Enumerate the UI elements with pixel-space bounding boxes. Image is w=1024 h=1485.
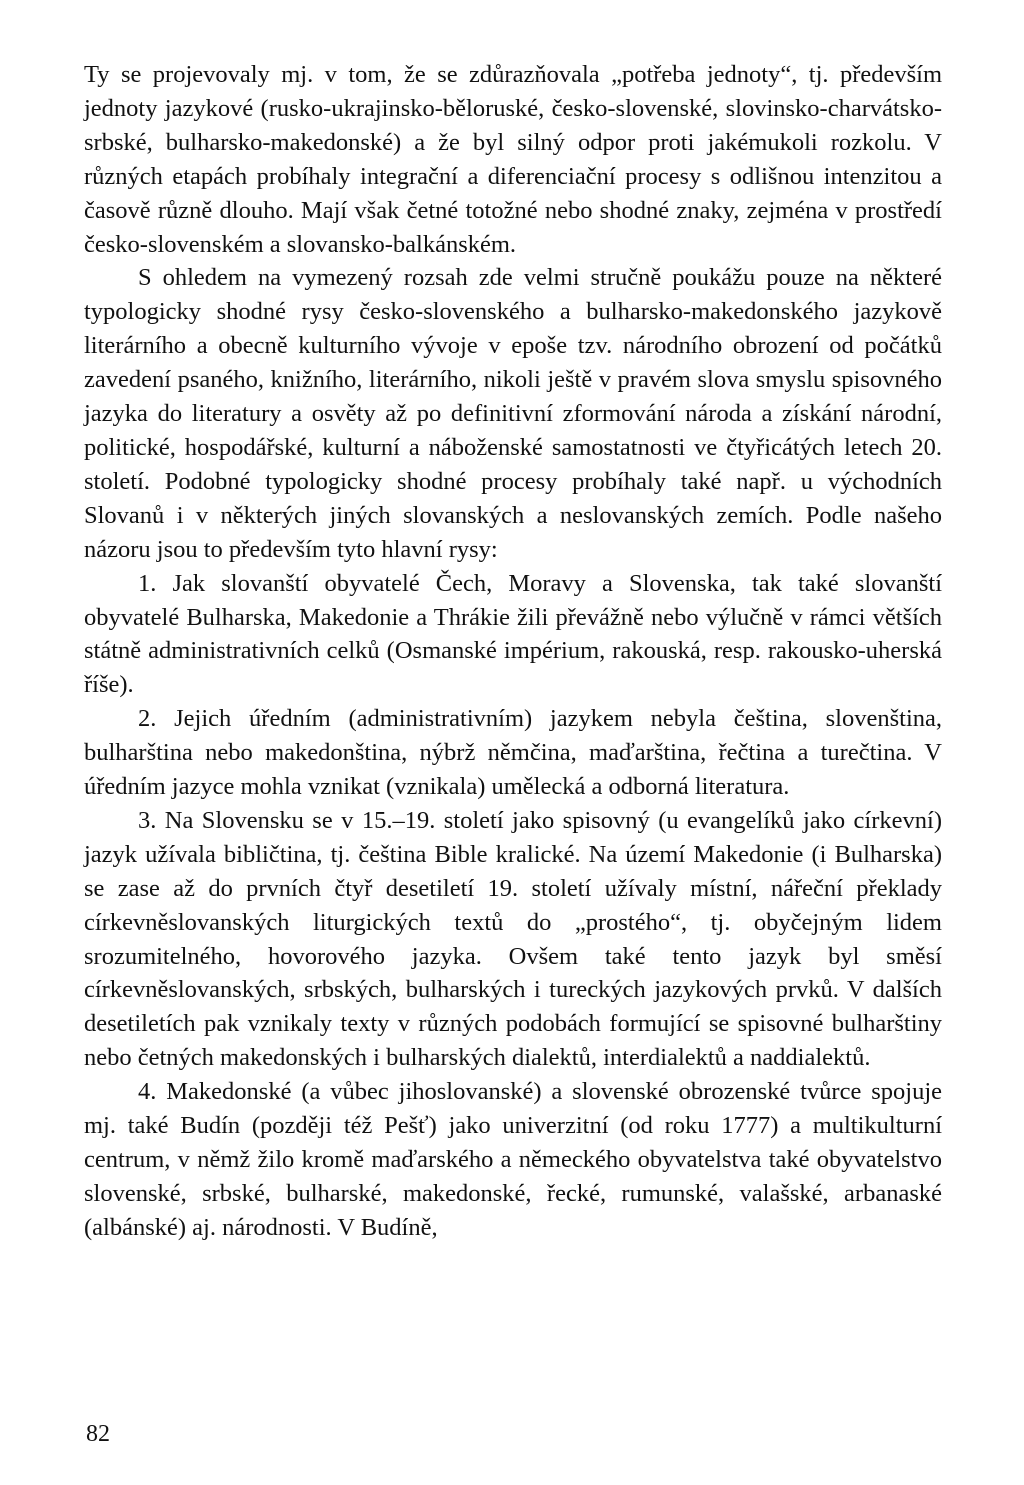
- list-item-2: 2. Jejich úředním (administrativním) jazykem nebyla čeština, slovenština, bulharština nebo makedonština, nýbrž němčina, maďarština, řečtina a turečtina. V úředním jazyce mohla vznikat (vznikala) umělecká a odborná literatura.: [84, 705, 942, 801]
- paragraph-intro: S ohledem na vymezený rozsah zde velmi stručně poukážu pouze na některé typologicky shodné rysy česko-slovenského a bulharsko-makedonského jazykově literárního a obecně kulturního vývoje v epoše tzv. národního obrození od počátků zavedení psaného, knižního, literárního, nikoli ještě v pravém slova smyslu spisovného jazyka do literatury a osvěty až po definitivní zformování národa a získání národní, politické, hospodářské, kulturní a náboženské samostatnosti ve čtyřicátých letech 20. století. Podobné typologicky shodné procesy probíhaly také např. u východních Slovanů i v některých jiných slovanských a neslovanských zemích. Podle našeho názoru jsou to především tyto hlavní rysy:: [84, 264, 942, 563]
- page-body: [84, 58, 942, 1245]
- list-item-4: 4. Makedonské (a vůbec jihoslovanské) a slovenské obrozenské tvůrce spojuje mj. také Budín (později též Pešť) jako univerzitní (od roku 1777) a multikulturní centrum, v němž žilo kromě maďarského a německého obyvatelstva také obyvatelstvo slovenské, srbské, bulharské, makedonské, řecké, rumunské, valašské, arbanaské (albánské) aj. národnosti. V Budíně,: [84, 1078, 942, 1241]
- page-number: 82: [86, 1421, 110, 1447]
- list-item-1: 1. Jak slovanští obyvatelé Čech, Moravy a Slovenska, tak také slovanští obyvatelé Bulharska, Makedonie a Thrákie žili převážně nebo výlučně v rámci větších státně administrativních celků (Osmanské impérium, rakouská, resp. rakousko-uherská říše).: [84, 569, 942, 699]
- paragraph-continuation: Ty se projevovaly mj. v tom, že se zdůrazňovala „potřeba jednoty“, tj. především jednoty jazykové (rusko-ukrajinsko-běloruské, česko-slovenské, slovinsko-charvátsko-srbské, bulharsko-makedonské) a že byl silný odpor proti jakémukoli rozkolu. V různých etapách probíhaly integrační a diferenciační procesy s odlišnou intenzitou a časově různě dlouho. Mají však četné totožné nebo shodné znaky, zejména v prostředí česko-slovenském a slovansko-balkánském.: [84, 61, 942, 258]
- list-item-3: 3. Na Slovensku se v 15.–19. století jako spisovný (u evangelíků jako církevní) jazyk užívala bibličtina, tj. čeština Bible kralické. Na území Makedonie (i Bulharska) se zase až do prvních čtyř desetiletí 19. století užívaly místní, nářeční překlady církevněslovanských liturgických textů do „prostého“, tj. obyčejným lidem srozumitelného, hovorového jazyka. Ovšem také tento jazyk byl směsí církevněslovanských, srbských, bulharských i tureckých jazykových prvků. V dalších desetiletích pak vznikaly texty v různých podobách formující se spisovné bulharštiny nebo četných makedonských i bulharských dialektů, interdialektů a naddialektů.: [84, 806, 942, 1072]
